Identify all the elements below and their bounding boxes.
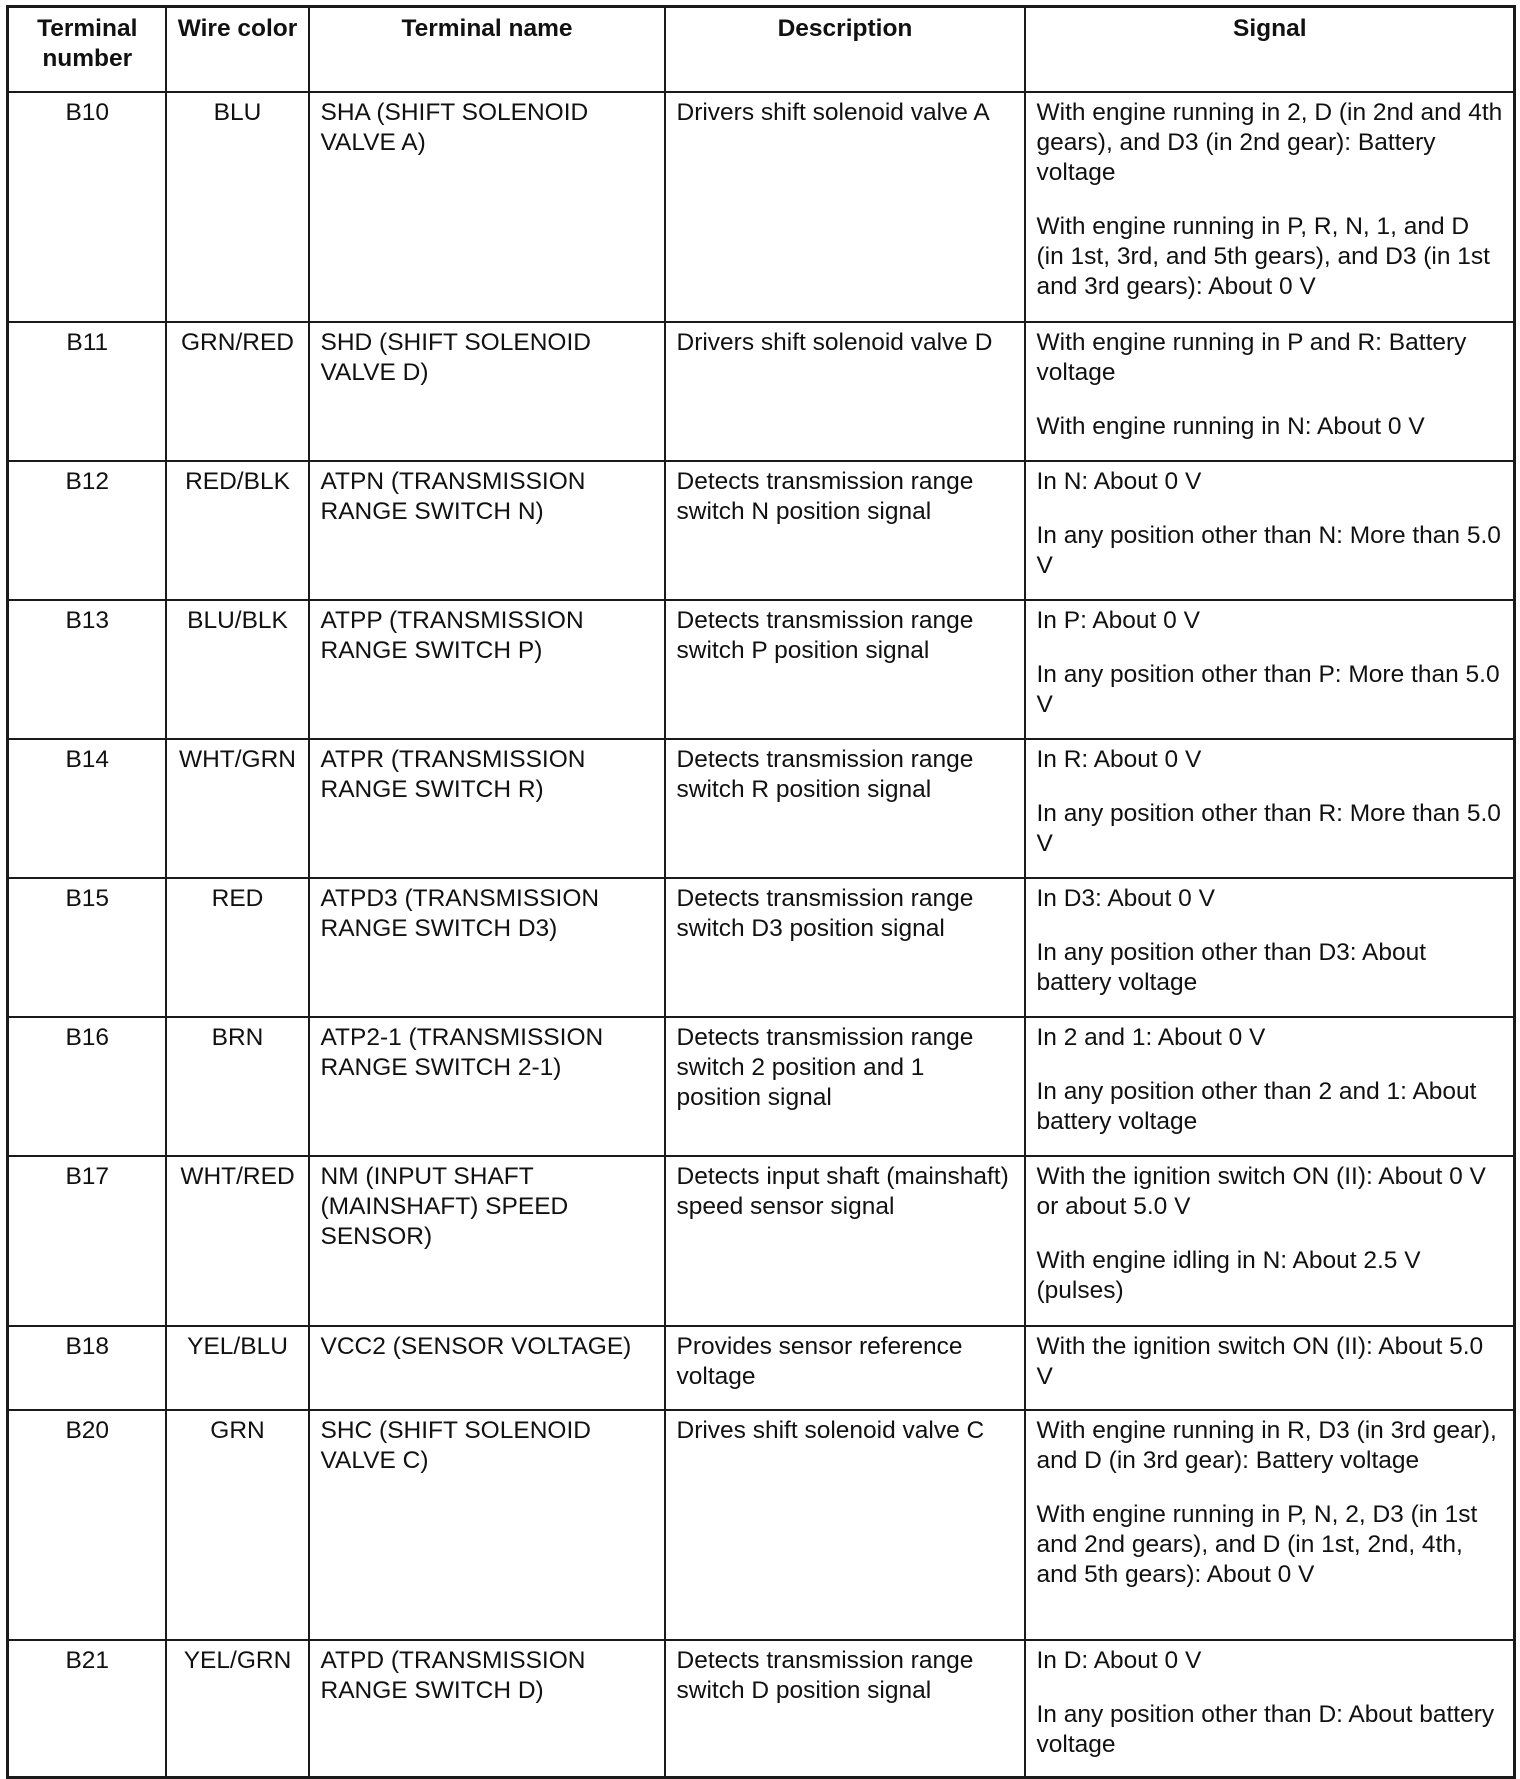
description-cell: Drivers shift solenoid valve D: [665, 322, 1025, 461]
table-row: [8, 739, 1515, 878]
terminal-name-cell: SHD (SHIFT SOLENOID VALVE D): [309, 322, 665, 461]
terminal-number-cell: B20: [8, 1410, 166, 1640]
wire-color-cell: GRN/RED: [166, 322, 309, 461]
signal-line: In 2 and 1: About 0 V: [1036, 1023, 1266, 1051]
wire-color-cell: YEL/BLU: [166, 1326, 309, 1410]
signal-cell: [1025, 1017, 1515, 1156]
description-cell: Drivers shift solenoid valve A: [665, 92, 1025, 322]
description-cell: Detects transmission range switch N position signal: [665, 461, 1025, 600]
terminal-name-cell: NM (INPUT SHAFT (MAINSHAFT) SPEED SENSOR): [309, 1156, 665, 1326]
signal-cell: [1025, 1326, 1515, 1410]
terminal-name-cell: ATPR (TRANSMISSION RANGE SWITCH R): [309, 739, 665, 878]
description-cell: Detects input shaft (mainshaft) speed sensor signal: [665, 1156, 1025, 1326]
table-row: [8, 92, 1515, 322]
signal-line: In any position other than R: More than 5.0 V: [1036, 799, 1501, 857]
wire-color-cell: RED: [166, 878, 309, 1017]
table-row: [8, 461, 1515, 600]
header-terminal-number: Terminal number: [8, 7, 166, 92]
description-cell: Detects transmission range switch D position signal: [665, 1640, 1025, 1778]
signal-line: In D3: About 0 V: [1036, 884, 1215, 912]
terminal-number-cell: B18: [8, 1326, 166, 1410]
table-row: [8, 600, 1515, 739]
terminal-table: [6, 5, 1516, 1779]
signal-cell: [1025, 92, 1515, 322]
signal-line: In any position other than D3: About battery voltage: [1036, 938, 1427, 996]
description-cell: Detects transmission range switch 2 position and 1 position signal: [665, 1017, 1025, 1156]
terminal-number-cell: B14: [8, 739, 166, 878]
signal-line: In D: About 0 V: [1036, 1646, 1202, 1674]
wire-color-cell: WHT/RED: [166, 1156, 309, 1326]
signal-line: With the ignition switch ON (II): About 5.0 V: [1036, 1332, 1484, 1390]
terminal-name-cell: ATPN (TRANSMISSION RANGE SWITCH N): [309, 461, 665, 600]
terminal-number-cell: B21: [8, 1640, 166, 1778]
signal-line: In any position other than 2 and 1: About battery voltage: [1036, 1077, 1477, 1135]
signal-cell: [1025, 1156, 1515, 1326]
signal-line: With engine running in P, R, N, 1, and D (in 1st, 3rd, and 5th gears), and D3 (in 1st and 3rd gears): About 0 V: [1036, 212, 1490, 300]
signal-line: In N: About 0 V: [1036, 467, 1202, 495]
description-cell: Detects transmission range switch P position signal: [665, 600, 1025, 739]
description-cell: Drives shift solenoid valve C: [665, 1410, 1025, 1640]
description-cell: Provides sensor reference voltage: [665, 1326, 1025, 1410]
wire-color-cell: WHT/GRN: [166, 739, 309, 878]
header-row: [8, 7, 1515, 92]
wire-color-cell: BRN: [166, 1017, 309, 1156]
terminal-number-cell: B13: [8, 600, 166, 739]
signal-line: With engine idling in N: About 2.5 V (pulses): [1036, 1246, 1421, 1304]
table-row: [8, 1017, 1515, 1156]
signal-line: With engine running in R, D3 (in 3rd gear), and D (in 3rd gear): Battery voltage: [1036, 1416, 1497, 1474]
signal-cell: [1025, 1410, 1515, 1640]
header-signal: Signal: [1025, 7, 1515, 92]
wire-color-cell: GRN: [166, 1410, 309, 1640]
wire-color-cell: YEL/GRN: [166, 1640, 309, 1778]
terminal-name-cell: ATP2-1 (TRANSMISSION RANGE SWITCH 2-1): [309, 1017, 665, 1156]
signal-cell: [1025, 878, 1515, 1017]
terminal-name-cell: ATPD (TRANSMISSION RANGE SWITCH D): [309, 1640, 665, 1778]
signal-line: With engine running in 2, D (in 2nd and 4th gears), and D3 (in 2nd gear): Battery voltage: [1036, 98, 1503, 186]
header-wire-color: Wire color: [166, 7, 309, 92]
terminal-number-cell: B10: [8, 92, 166, 322]
signal-line: In any position other than P: More than 5.0 V: [1036, 660, 1500, 718]
signal-cell: [1025, 461, 1515, 600]
signal-line: In R: About 0 V: [1036, 745, 1202, 773]
wire-color-cell: RED/BLK: [166, 461, 309, 600]
terminal-number-cell: B16: [8, 1017, 166, 1156]
description-cell: Detects transmission range switch D3 position signal: [665, 878, 1025, 1017]
signal-line: With engine running in P and R: Battery voltage: [1036, 328, 1467, 386]
header-terminal-name: Terminal name: [309, 7, 665, 92]
signal-line: In P: About 0 V: [1036, 606, 1200, 634]
signal-cell: [1025, 1640, 1515, 1778]
header-description: Description: [665, 7, 1025, 92]
description-cell: Detects transmission range switch R position signal: [665, 739, 1025, 878]
terminal-name-cell: ATPD3 (TRANSMISSION RANGE SWITCH D3): [309, 878, 665, 1017]
table-row: [8, 1640, 1515, 1778]
signal-line: In any position other than D: About battery voltage: [1036, 1700, 1495, 1758]
wire-color-cell: BLU/BLK: [166, 600, 309, 739]
signal-cell: [1025, 322, 1515, 461]
signal-line: With the ignition switch ON (II): About 0 V or about 5.0 V: [1036, 1162, 1486, 1220]
table-row: [8, 1326, 1515, 1410]
terminal-name-cell: VCC2 (SENSOR VOLTAGE): [309, 1326, 665, 1410]
terminal-name-cell: SHA (SHIFT SOLENOID VALVE A): [309, 92, 665, 322]
wire-color-cell: BLU: [166, 92, 309, 322]
signal-line: In any position other than N: More than 5.0 V: [1036, 521, 1501, 579]
terminal-name-cell: ATPP (TRANSMISSION RANGE SWITCH P): [309, 600, 665, 739]
table-row: [8, 878, 1515, 1017]
terminal-number-cell: B15: [8, 878, 166, 1017]
terminal-number-cell: B11: [8, 322, 166, 461]
table-row: [8, 1156, 1515, 1326]
terminal-name-cell: SHC (SHIFT SOLENOID VALVE C): [309, 1410, 665, 1640]
signal-cell: [1025, 739, 1515, 878]
signal-cell: [1025, 600, 1515, 739]
table-row: [8, 322, 1515, 461]
terminal-number-cell: B17: [8, 1156, 166, 1326]
terminal-number-cell: B12: [8, 461, 166, 600]
table-row: [8, 1410, 1515, 1640]
signal-line: With engine running in N: About 0 V: [1036, 412, 1425, 440]
signal-line: With engine running in P, N, 2, D3 (in 1st and 2nd gears), and D (in 1st, 2nd, 4th, and 5th gears): About 0 V: [1036, 1500, 1478, 1588]
